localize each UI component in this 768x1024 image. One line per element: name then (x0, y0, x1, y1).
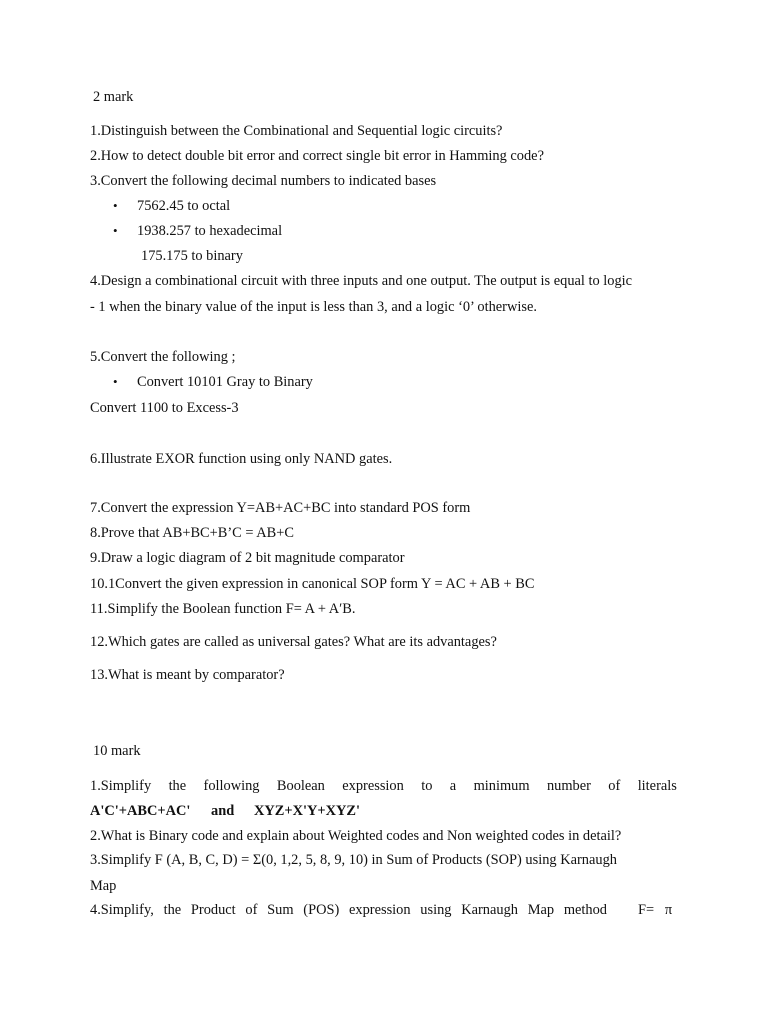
word: 1.Simplify (90, 778, 152, 794)
word: method (563, 902, 607, 918)
bullet-icon: • (113, 198, 118, 213)
question-10m-1-expr-1: A'C'+ABC+AC' (90, 803, 191, 819)
question-2m-6: 6.Illustrate EXOR function using only NAND gates. (90, 451, 393, 467)
word: a (449, 778, 457, 794)
word: following (203, 778, 260, 794)
question-2m-3-item-binary: 175.175 to binary (141, 248, 243, 264)
question-2m-5-item-excess: Convert 1100 to Excess-3 (90, 400, 239, 416)
question-10m-4-line-1 (90, 901, 607, 919)
word: Boolean (276, 778, 325, 794)
question-2m-10: 10.1Convert the given expression in canonical SOP form Y = AC + AB + BC (90, 576, 535, 592)
question-2m-4-line-2: - 1 when the binary value of the input is less than 3, and a logic ‘0’ otherwise. (90, 299, 537, 315)
word: the (163, 902, 182, 918)
word: using (420, 902, 452, 918)
question-10m-2: 2.What is Binary code and explain about Weighted codes and Non weighted codes in detail? (90, 828, 622, 844)
bullet-icon: • (113, 223, 118, 238)
question-2m-12: 12.Which gates are called as universal gates? What are its advantages? (90, 634, 497, 650)
word: to (421, 778, 433, 794)
question-2m-8: 8.Prove that AB+BC+B’C = AB+C (90, 525, 294, 541)
question-10m-3-line-2: Map (90, 878, 117, 894)
question-2m-5-item-gray: Convert 10101 Gray to Binary (137, 374, 313, 390)
question-10m-1-expr-2: XYZ+X'Y+XYZ' (254, 803, 360, 819)
word: number (546, 778, 591, 794)
word: minimum (473, 778, 530, 794)
question-2m-5: 5.Convert the following ; (90, 349, 236, 365)
word: expression (342, 778, 404, 794)
question-2m-3-item-hex: 1938.257 to hexadecimal (137, 223, 283, 239)
section-heading-10-mark: 10 mark (93, 743, 141, 759)
section-heading-2-mark: 2 mark (93, 89, 134, 105)
question-2m-13: 13.What is meant by comparator? (90, 667, 285, 683)
question-2m-9: 9.Draw a logic diagram of 2 bit magnitude comparator (90, 550, 405, 566)
word: of (608, 778, 621, 794)
question-10m-1-line-1 (90, 777, 677, 795)
question-10m-4-formula: F= π (638, 902, 673, 918)
word: Sum (267, 902, 294, 918)
question-2m-3: 3.Convert the following decimal numbers to indicated bases (90, 173, 437, 189)
word: 4.Simplify, (90, 902, 154, 918)
word: expression (349, 902, 411, 918)
word: the (168, 778, 187, 794)
question-2m-2: 2.How to detect double bit error and correct single bit error in Hamming code? (90, 148, 544, 164)
word: (POS) (303, 902, 340, 918)
word: Product (190, 902, 236, 918)
bullet-icon: • (113, 374, 118, 389)
question-10m-3-line-1: 3.Simplify F (A, B, C, D) = Σ(0, 1,2, 5, 8, 9, 10) in Sum of Products (SOP) using Karnaugh (90, 852, 617, 868)
question-2m-11: 11.Simplify the Boolean function F= A + A′B. (90, 601, 356, 617)
word: Karnaugh (461, 902, 518, 918)
question-2m-7: 7.Convert the expression Y=AB+AC+BC into standard POS form (90, 500, 471, 516)
question-2m-3-item-octal: 7562.45 to octal (137, 198, 231, 214)
word: Map (527, 902, 555, 918)
question-2m-4-line-1: 4.Design a combinational circuit with three inputs and one output. The output is equal to logic (90, 273, 633, 289)
question-2m-1: 1.Distinguish between the Combinational and Sequential logic circuits? (90, 123, 503, 139)
question-10m-1-and: and (211, 803, 235, 819)
word: of (245, 902, 258, 918)
word: literals (637, 778, 677, 794)
